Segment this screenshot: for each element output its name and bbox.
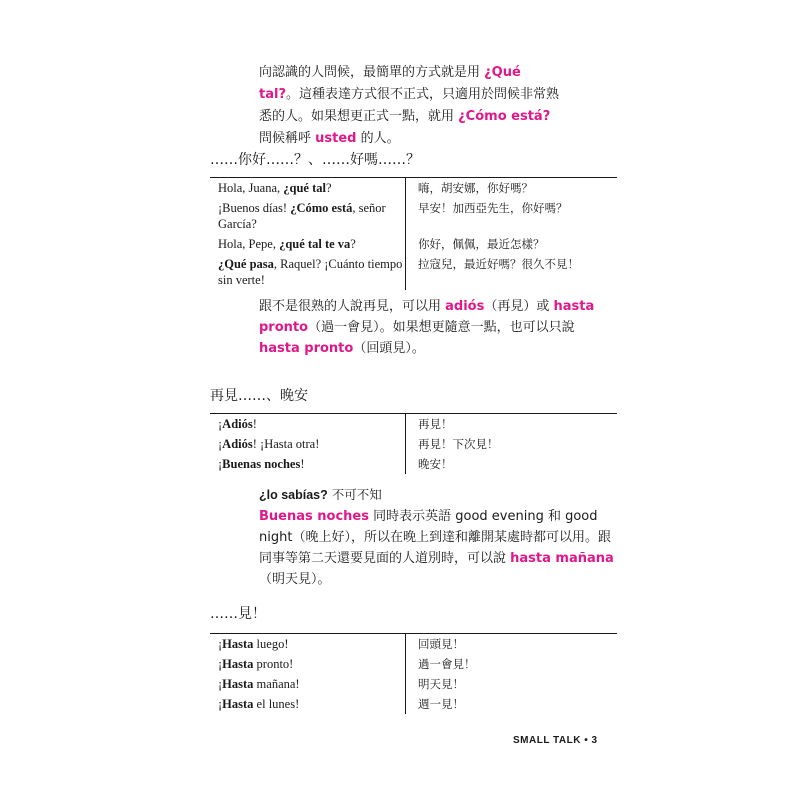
spanish-cell: ¡Hasta pronto! [218, 657, 294, 671]
section-heading-see-you: ……見！ [210, 606, 266, 622]
spanish-cell: ¡Hasta mañana! [218, 677, 300, 691]
text: 。這種表達方式很不正式，只適用於問候非常熟悉的人。如果想更正式一點，就用 [259, 87, 559, 124]
table-row [210, 414, 617, 434]
keyword-hasta-manana: hasta mañana [510, 551, 614, 566]
table-row [210, 654, 617, 674]
chinese-cell: 你好，佩佩，最近怎樣？ [405, 234, 617, 254]
sabias-title: ¿lo sabías? 不可不知 [259, 487, 382, 502]
keyword-usted: usted [315, 131, 357, 146]
chinese-cell: 早安！加西亞先生，你好嗎？ [405, 198, 617, 234]
chinese-cell: 嗨，胡安娜，你好嗎？ [405, 178, 617, 198]
chinese-cell: 週一見！ [405, 694, 617, 714]
section-heading-greetings: ……你好……？、……好嗎……？ [210, 152, 420, 168]
chinese-cell: 過一會見！ [405, 654, 617, 674]
text: 向認識的人問候，最簡單的方式就是用 [259, 65, 485, 80]
spanish-cell: ¿Qué pasa, Raquel? ¡Cuánto tiempo sin verte! [218, 257, 403, 287]
spanish-cell: Hola, Juana, ¿qué tal? [218, 181, 332, 195]
farewell-paragraph: 跟不是很熟的人說再見，可以用 adiós（再見）或 hasta pronto（過一會見）。如果想更隨意一點，也可以只說 hasta pronto（回頭見）。 [259, 299, 595, 356]
chinese-cell: 明天見！ [405, 674, 617, 694]
chinese-cell: 回頭見！ [405, 634, 617, 654]
sabias-paragraph: Buenas noches 同時表示英語 good evening 和 good night（晚上好），所以在晚上到達和離開某處時都可以用。跟同事等第二天還要見面的人道別時，可以說 hasta mañana（明天見）。 [259, 509, 614, 587]
table-row [210, 234, 617, 254]
keyword-que-tal: ¿Qué tal? [259, 65, 521, 102]
chinese-cell: 拉寇兒，最近好嗎？很久不見！ [405, 254, 617, 290]
keyword-hasta-pronto: hasta pronto [259, 299, 595, 335]
goodbye-table [210, 413, 617, 474]
spanish-cell: Hola, Pepe, ¿qué tal te va? [218, 237, 356, 251]
spanish-cell: ¡Buenos días! ¿Cómo está, señor García? [218, 201, 386, 231]
text: 問候稱呼 [259, 131, 316, 146]
chinese-cell: 晚安！ [405, 454, 617, 474]
table-row [210, 434, 617, 454]
spanish-cell: ¡Hasta el lunes! [218, 697, 300, 711]
table-row [210, 254, 617, 290]
table-row [210, 198, 617, 234]
table-row [210, 634, 617, 654]
spanish-cell: ¡Hasta luego! [218, 637, 289, 651]
chinese-cell: 再見！ [405, 414, 617, 434]
keyword-hasta-pronto-2: hasta pronto [259, 341, 354, 356]
table-row [210, 674, 617, 694]
see-you-table [210, 633, 617, 714]
table-row [210, 694, 617, 714]
greetings-table [210, 177, 617, 290]
table-row [210, 178, 617, 198]
keyword-adios: adiós [445, 299, 485, 314]
text: 的人。 [356, 131, 400, 146]
table-row [210, 454, 617, 474]
spanish-cell: ¡Adiós! [218, 417, 257, 431]
keyword-como-esta: ¿Cómo está? [458, 109, 551, 124]
spanish-cell: ¡Adiós! ¡Hasta otra! [218, 437, 320, 451]
spanish-cell: ¡Buenas noches! [218, 457, 305, 471]
page-footer: SMALL TALK • 3 [513, 735, 598, 746]
chinese-cell: 再見！下次見！ [405, 434, 617, 454]
keyword-buenas-noches: Buenas noches [259, 509, 369, 524]
intro-paragraph [259, 62, 559, 150]
section-heading-goodbye: 再見……、晚安 [210, 388, 308, 404]
